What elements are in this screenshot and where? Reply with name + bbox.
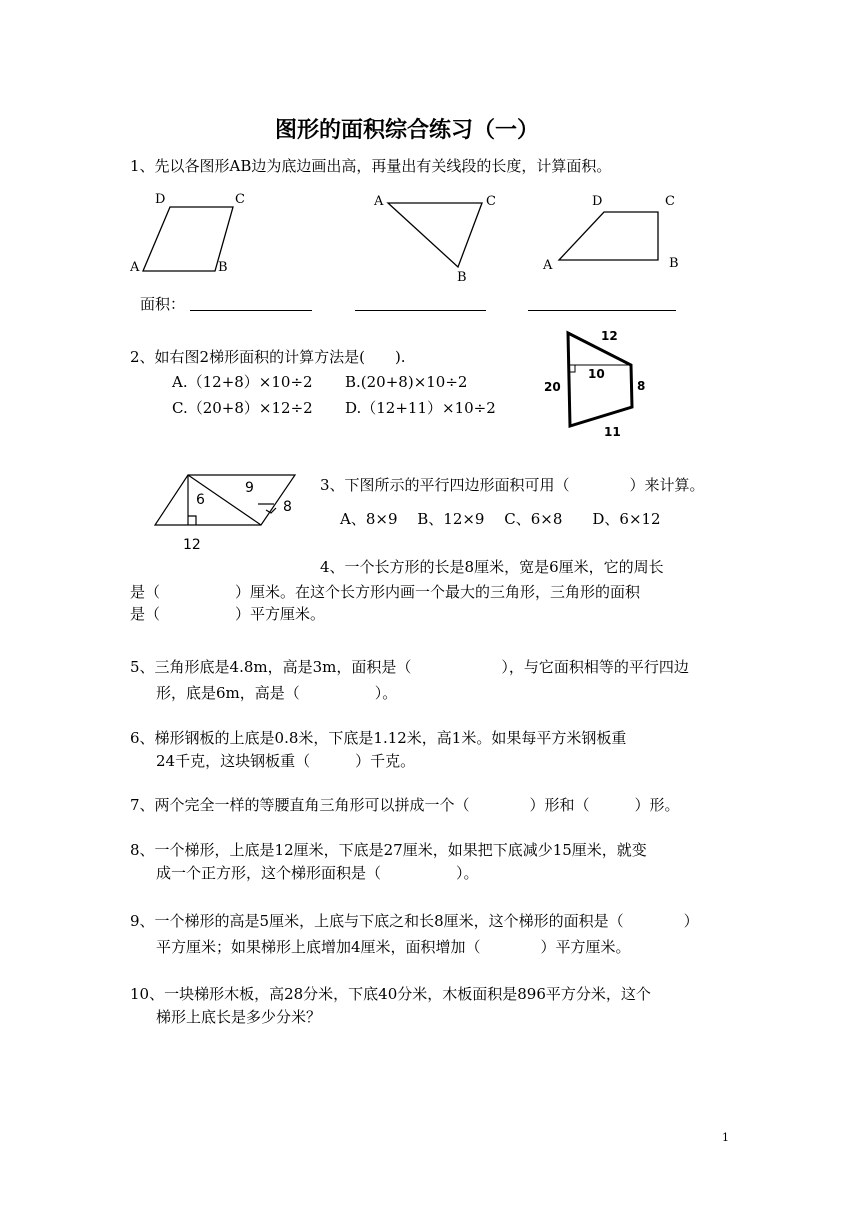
- question-1-text: 1、先以各图形AB边为底边画出高，再量出有关线段的长度，计算面积。: [130, 157, 612, 175]
- question-4-line: 4、一个长方形的长是8厘米，宽是6厘米，它的周长: [320, 558, 664, 576]
- question-3-text: 3、下图所示的平行四边形面积可用（ ）来计算。: [320, 476, 705, 494]
- question-4-line: 是（ ）平方厘米。: [130, 605, 326, 623]
- area-label: 面积：: [140, 295, 186, 313]
- answer-blank[interactable]: [190, 310, 312, 311]
- fig2-left-label: 20: [544, 380, 561, 394]
- vertex-label: A: [543, 258, 553, 273]
- vertex-label: D: [592, 194, 603, 209]
- vertex-label: B: [669, 256, 679, 271]
- fig3-base-label: 12: [183, 537, 201, 553]
- fig2-height-label: 10: [588, 367, 605, 381]
- fig3-side-label: 8: [283, 499, 292, 515]
- option-c[interactable]: C.（20+8）×12÷2: [172, 399, 313, 417]
- question-7-line: 7、两个完全一样的等腰直角三角形可以拼成一个（ ）形和（ ）形。: [130, 796, 680, 814]
- vertex-label: C: [486, 194, 496, 209]
- vertex-label: A: [130, 260, 140, 275]
- vertex-label: B: [218, 260, 228, 275]
- fig2-bottom-label: 11: [604, 425, 621, 439]
- question-6-line: 6、梯形钢板的上底是0.8米，下底是1.12米，高1米。如果每平方米钢板重: [130, 729, 627, 747]
- vertex-label: D: [155, 192, 166, 207]
- vertex-label: A: [374, 194, 384, 209]
- question-2-text: 2、如右图2梯形面积的计算方法是( ).: [130, 348, 406, 366]
- parallelogram-fig3: [155, 475, 295, 525]
- answer-blank[interactable]: [355, 310, 486, 311]
- page-title: 图形的面积综合练习（一）: [275, 118, 540, 143]
- vertex-label: B: [457, 270, 467, 285]
- trapezoid-figure: [559, 212, 658, 260]
- option-d[interactable]: D.（12+11）×10÷2: [345, 399, 496, 417]
- fig3-diag-label: 9: [245, 480, 254, 496]
- fig2-right-label: 8: [637, 379, 646, 393]
- triangle-figure: [388, 203, 482, 267]
- answer-blank[interactable]: [528, 310, 676, 311]
- vertex-label: C: [665, 194, 675, 209]
- vertex-label: C: [235, 192, 245, 207]
- option-b[interactable]: B.(20+8)×10÷2: [345, 373, 468, 391]
- question-3-options[interactable]: A、8×9 B、12×9 C、6×8 D、6×12: [340, 510, 661, 528]
- option-a[interactable]: A.（12+8）×10÷2: [172, 373, 313, 391]
- question-10-line: 梯形上底长是多少分米？: [156, 1008, 322, 1026]
- question-5-line: 形，底是6m，高是（ ）。: [156, 684, 398, 702]
- question-8-line: 成一个正方形，这个梯形面积是（ ）。: [156, 864, 479, 882]
- question-8-line: 8、一个梯形，上底是12厘米，下底是27厘米，如果把下底减少15厘米，就变: [130, 841, 647, 859]
- question-10-line: 10、一块梯形木板，高28分米，下底40分米，木板面积是896平方分米，这个: [130, 985, 651, 1003]
- question-9-line: 平方厘米；如果梯形上底增加4厘米，面积增加（ ）平方厘米。: [156, 938, 631, 956]
- question-6-line: 24千克，这块钢板重（ ）千克。: [156, 752, 416, 770]
- page-number: 1: [722, 1131, 729, 1144]
- fig3-height-label: 6: [196, 492, 205, 508]
- fig2-top-label: 12: [601, 329, 618, 343]
- question-4-line: 是（ ）厘米。在这个长方形内画一个最大的三角形，三角形的面积: [130, 583, 641, 601]
- question-9-line: 9、一个梯形的高是5厘米，上底与下底之和长8厘米，这个梯形的面积是（ ）: [130, 912, 699, 930]
- question-5-line: 5、三角形底是4.8m，高是3m，面积是（ ），与它面积相等的平行四边: [130, 658, 689, 676]
